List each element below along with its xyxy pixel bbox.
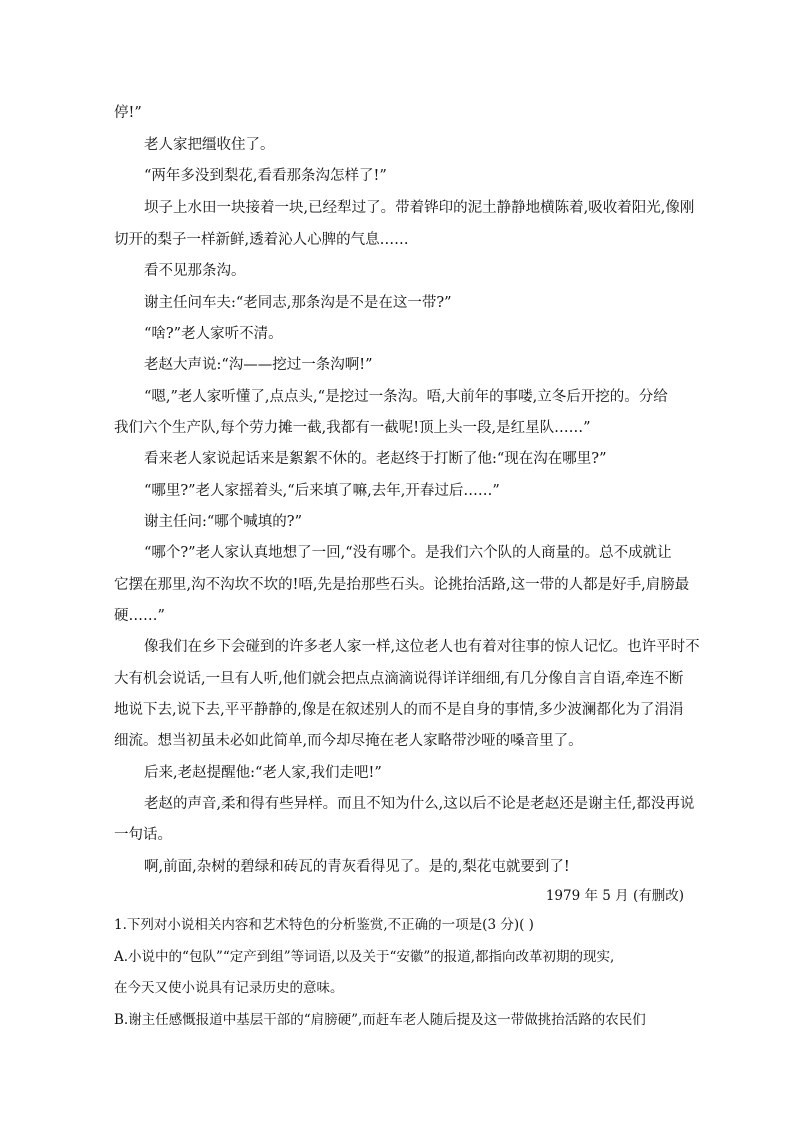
story-line: 看来老人家说起话来是絮絮不休的。老赵终于打断了他:“现在沟在哪里?” [144, 451, 607, 467]
question-option-line: A.小说中的“包队”“定产到组”等词语,以及关于“安徽”的报道,都指向改革初期的现实, [114, 949, 615, 965]
story-line: 像我们在乡下会碰到的许多老人家一样,这位老人也有着对往事的惊人记忆。也许平时不 [144, 639, 700, 655]
story-line: 切开的梨子一样新鲜,透着沁人心脾的气息…… [114, 232, 409, 248]
story-line: 谢主任问车夫:“老同志,那条沟是不是在这一带?” [144, 295, 452, 311]
question-line: 1.下列对小说相关内容和艺术特色的分析鉴赏,不正确的一项是(3 分)( ) [114, 917, 534, 933]
story-line: 谢主任问:“哪个喊填的?” [144, 514, 302, 530]
story-line: 它摆在那里,沟不沟坎不坎的!唔,先是抬那些石头。论挑抬活路,这一带的人都是好手,肩膀最 [114, 577, 690, 593]
story-line: 啊,前面,杂树的碧绿和砖瓦的青灰看得见了。是的,梨花屯就要到了! [144, 859, 570, 875]
story-line: 坝子上水田一块接着一块,已经犁过了。带着铧印的泥土静静地横陈着,吸收着阳光,像刚 [144, 200, 695, 216]
story-line: “嗯,”老人家听懂了,点点头,“是挖过一条沟。唔,大前年的事喽,立冬后开挖的。分给 [144, 389, 668, 405]
story-line: “哪里?”老人家摇着头,“后来填了嘛,去年,开春过后……” [144, 483, 500, 499]
story-line: 老赵大声说:“沟——挖过一条沟啊!” [144, 357, 373, 373]
story-line: 我们六个生产队,每个劳力摊一截,我都有一截呢!顶上头一段,是红星队……” [114, 420, 591, 436]
story-line: 停!” [114, 105, 142, 121]
story-line: “哪个?”老人家认真地想了一回,“没有哪个。是我们六个队的人商量的。总不成就让 [144, 545, 672, 561]
story-line: 硬……” [114, 608, 165, 624]
story-line: “啥?”老人家听不清。 [144, 326, 283, 342]
story-line: “两年多没到梨花,看看那条沟怎样了!” [144, 168, 387, 184]
question-option-line: B.谢主任感慨报道中基层干部的“肩膀硬”,而赶车老人随后提及这一带做挑抬活路的农民们 [114, 1012, 646, 1028]
story-line: 老赵的声音,柔和得有些异样。而且不知为什么,这以后不论是老赵还是谢主任,都没再说 [144, 796, 695, 812]
date-note: 1979 年 5 月 (有删改) [545, 888, 684, 904]
story-line: 细流。想当初虽未必如此简单,而今却尽掩在老人家略带沙哑的嗓音里了。 [114, 733, 583, 749]
story-line: 一句话。 [114, 827, 172, 843]
question-option-line: 在今天又使小说具有记录历史的意味。 [114, 980, 344, 996]
story-line: 看不见那条沟。 [144, 263, 246, 279]
story-line: 大有机会说话,一旦有人听,他们就会把点点滴滴说得详详细细,有几分像自言自语,牵连不断 [114, 671, 684, 687]
story-line: 后来,老赵提醒他:“老人家,我们走吧!” [144, 765, 382, 781]
story-line: 地说下去,说下去,平平静静的,像是在叙述别人的而不是自身的事情,多少波澜都化为了涓涓 [114, 702, 684, 718]
story-line: 老人家把缰收住了。 [144, 137, 275, 153]
